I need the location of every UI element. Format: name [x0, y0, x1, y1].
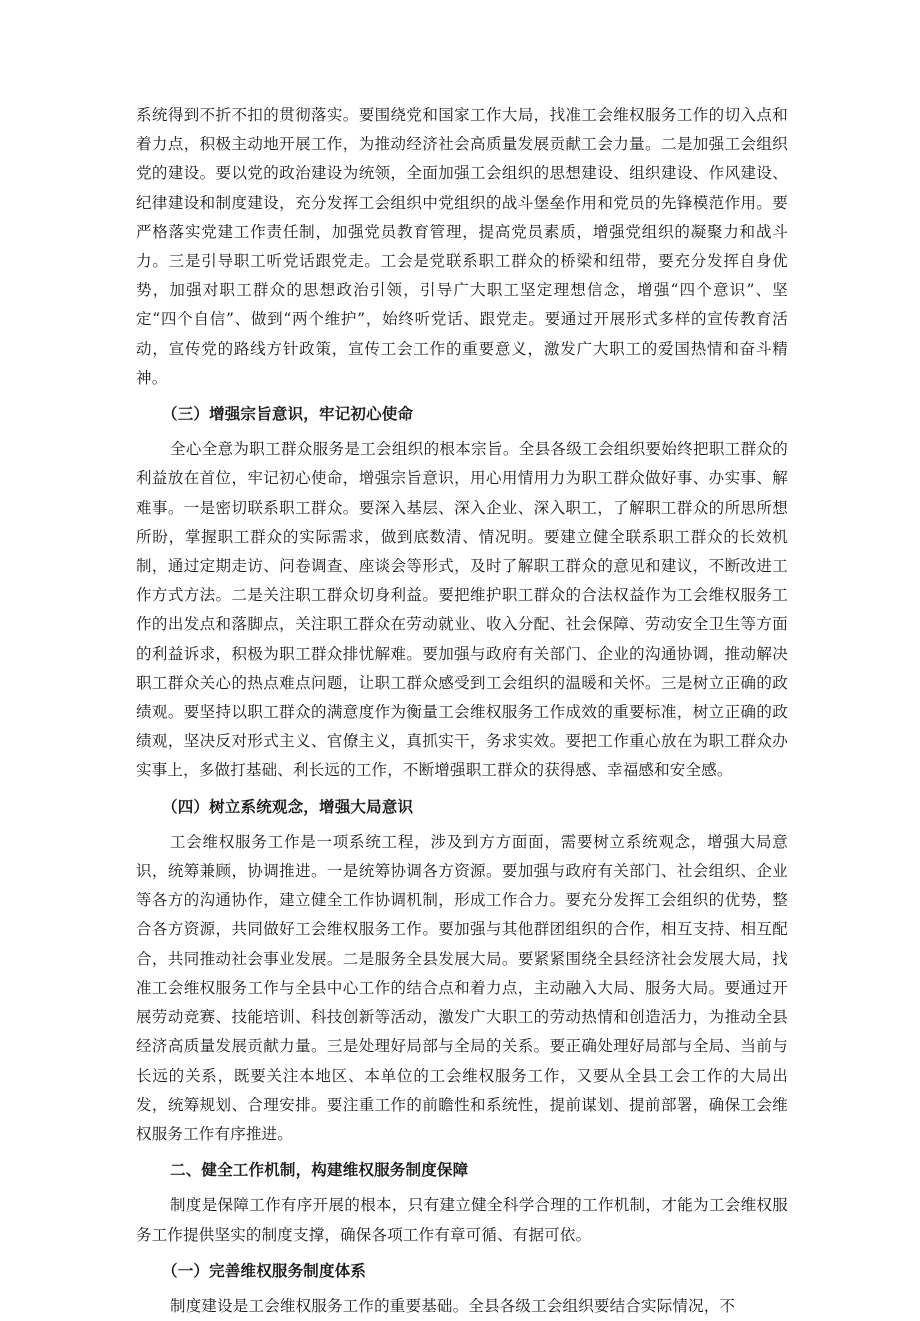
body-paragraph: 制度建设是工会维权服务工作的重要基础。全县各级工会组织要结合实际情况，不 [170, 1296, 736, 1315]
section-heading-4: （四）树立系统观念，增强大局意识 [162, 797, 414, 816]
body-paragraph: 系统得到不折不扣的贯彻落实。要围绕党和国家工作大局，找准工会维权服务工作的切入点和着力点，积极主动地开展工作，为推动经济社会高质量发展贡献工会力量。二是加强工会组织党的建设。要以党的政治建设为统领，全面加强工会组织的思想建设、组织建设、作风建设、纪律建设和制度建设，充分发挥工会组织中党组织的战斗堡垒作用和党员的先锋模范作用。要严格落实党建工作责任制，加强党员教育管理，提高党员素质，增强党组织的凝聚力和战斗力。三是引导职工听党话跟党走。工会是党联系职工群众的桥梁和纽带，要充分发挥自身优势，加强对职工群众的思想政治引领，引导广大职工坚定理想信念，增强“四个意识”、坚定“四个自信”、做到“两个维护”，始终听党话、跟党走。要通过开展形式多样的宣传教育活动，宣传党的路线方针政策，宣传工会工作的重要意义，激发广大职工的爱国热情和奋斗精神。 [136, 106, 788, 387]
section-heading-1: （一）完善维权服务制度体系 [162, 1261, 367, 1280]
body-paragraph: 工会维权服务工作是一项系统工程，涉及到方方面面，需要树立系统观念，增强大局意识，统筹兼顾，协调推进。一是统筹协调各方资源。要加强与政府有关部门、社会组织、企业等各方的沟通协作，建立健全工作协调机制，形成工作合力。要充分发挥工会组织的优势，整合各方资源，共同做好工会维权服务工作。要加强与其他群团组织的合作，相互支持、相互配合，共同推动社会事业发展。二是服务全县发展大局。要紧紧围绕全县经济社会发展大局，找准工会维权服务工作与全县中心工作的结合点和着力点，主动融入大局、服务大局。要通过开展劳动竞赛、技能培训、科技创新等活动，激发广大职工的劳动热情和创造活力，为推动全县经济高质量发展贡献力量。三是处理好局部与全局的关系。要正确处理好局部与全局、当前与长远的关系，既要关注本地区、本单位的工会维权服务工作，又要从全县工会工作的大局出发，统筹规划、合理安排。要注重工作的前瞻性和系统性，提前谋划、提前部署，确保工会维权服务工作有序推进。 [136, 832, 788, 1143]
body-paragraph: 全心全意为职工群众服务是工会组织的根本宗旨。全县各级工会组织要始终把职工群众的利益放在首位，牢记初心使命，增强宗旨意识，用心用情用力为职工群众做好事、办实事、解难事。一是密切联系职工群众。要深入基层、深入企业、深入职工，了解职工群众的所思所想所盼，掌握职工群众的实际需求，做到底数清、情况明。要建立健全联系职工群众的长效机制，通过定期走访、问卷调查、座谈会等形式，及时了解职工群众的意见和建议，不断改进工作方式方法。二是关注职工群众切身利益。要把维护职工群众的合法权益作为工会维权服务工作的出发点和落脚点，关注职工群众在劳动就业、收入分配、社会保障、劳动安全卫生等方面的利益诉求，积极为职工群众排忧解难。要加强与政府有关部门、企业的沟通协调，推动解决职工群众关心的热点难点问题，让职工群众感受到工会组织的温暖和关怀。三是树立正确的政绩观。要坚持以职工群众的满意度作为衡量工会维权服务工作成效的重要标准，树立正确的政绩观，坚决反对形式主义、官僚主义，真抓实干，务求实效。要把工作重心放在为职工群众办实事上，多做打基础、利长远的工作，不断增强职工群众的获得感、幸福感和安全感。 [136, 440, 788, 780]
chapter-heading-2: 二、健全工作机制，构建维权服务制度保障 [170, 1161, 469, 1180]
section-heading-3: （三）增强宗旨意识，牢记初心使命 [162, 405, 414, 424]
body-paragraph: 制度是保障工作有序开展的根本，只有建立健全科学合理的工作机制，才能为工会维权服务工作提供坚实的制度支撑，确保各项工作有章可循、有据可依。 [136, 1196, 788, 1244]
document-page [136, 101, 788, 1321]
